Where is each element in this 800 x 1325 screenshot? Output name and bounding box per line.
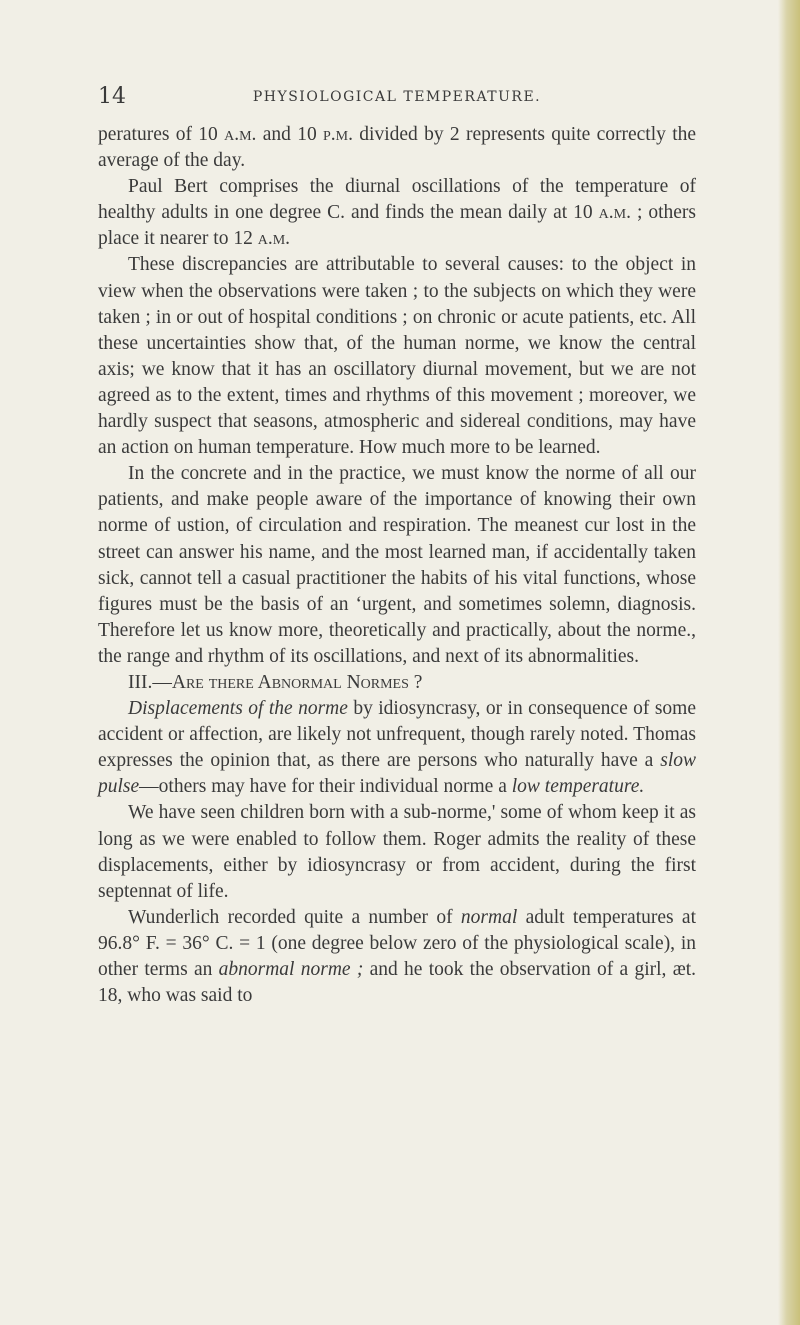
- page-number: 14: [98, 84, 126, 109]
- section-heading: III.—Are there Abnormal Normes ?: [128, 671, 423, 693]
- body-text: [98, 122, 696, 1009]
- paragraph-2: Paul Bert comprises the diurnal oscillations of the temperature of healthy adults in one degree C. and finds the mean daily at 10 a.m. ; others place it nearer to 12 a.m.: [98, 176, 697, 250]
- paragraph-6: We have seen children born with a sub-norme,' some of whom keep it as long as we were enabled to follow them. Roger admits the reality of these displacements, either by idiosyncrasy or from accident, during the first septennat of life.: [98, 802, 696, 902]
- paragraph-4: In the concrete and in the practice, we must know the norme of all our patients, and make people aware of the importance of knowing their own norme of ustion, of circulation and respiration. The meanest cur lost in the street can answer his name, and the most learned man, if accidentally taken sick, cannot tell a casual practitioner the habits of his vital functions, whose figures must be the basis of an ‘urgent, and sometimes solemn, diagnosis. Therefore let us know more, theoretically and practically, about the norme., the range and rhythm of its oscillations, and next of its abnormalities.: [98, 463, 696, 667]
- paragraph-7: Wunderlich recorded quite a number of normal adult temperatures at 96.8° F. = 36° C. = 1 (one degree below zero of the physiological scale), in other terms an abnormal norme ; and he took the observation of a girl, æt. 18, who was said to: [98, 906, 697, 1007]
- page-edge: [778, 0, 800, 1325]
- paragraph-1: peratures of 10 a.m. and 10 p.m. divided by 2 represents quite correctly the average of the day.: [98, 124, 697, 172]
- paragraph-5: Displacements of the norme by idiosyncrasy, or in consequence of some accident or affection, are likely not unfrequent, though rarely noted. Thomas expresses the opinion that, as there are persons who naturally have a slow pulse—others may have for their individual norme a low temperature.: [98, 698, 696, 798]
- paragraph-3: These discrepancies are attributable to several causes: to the object in view when the observations were taken ; to the subjects on which they were taken ; in or out of hospital conditions ; on chronic or acute patients, etc. All these uncertainties show that, of the human norme, we know the central axis; we know that it has an oscillatory diurnal movement, but we are not agreed as to the extent, times and rhythms of this movement ; moreover, we hardly suspect that seasons, atmospheric and sidereal conditions, may have an action on human temperature. How much more to be learned.: [98, 254, 696, 459]
- running-title: PHYSIOLOGICAL TEMPERATURE.: [252, 89, 542, 105]
- page-header: [98, 85, 696, 109]
